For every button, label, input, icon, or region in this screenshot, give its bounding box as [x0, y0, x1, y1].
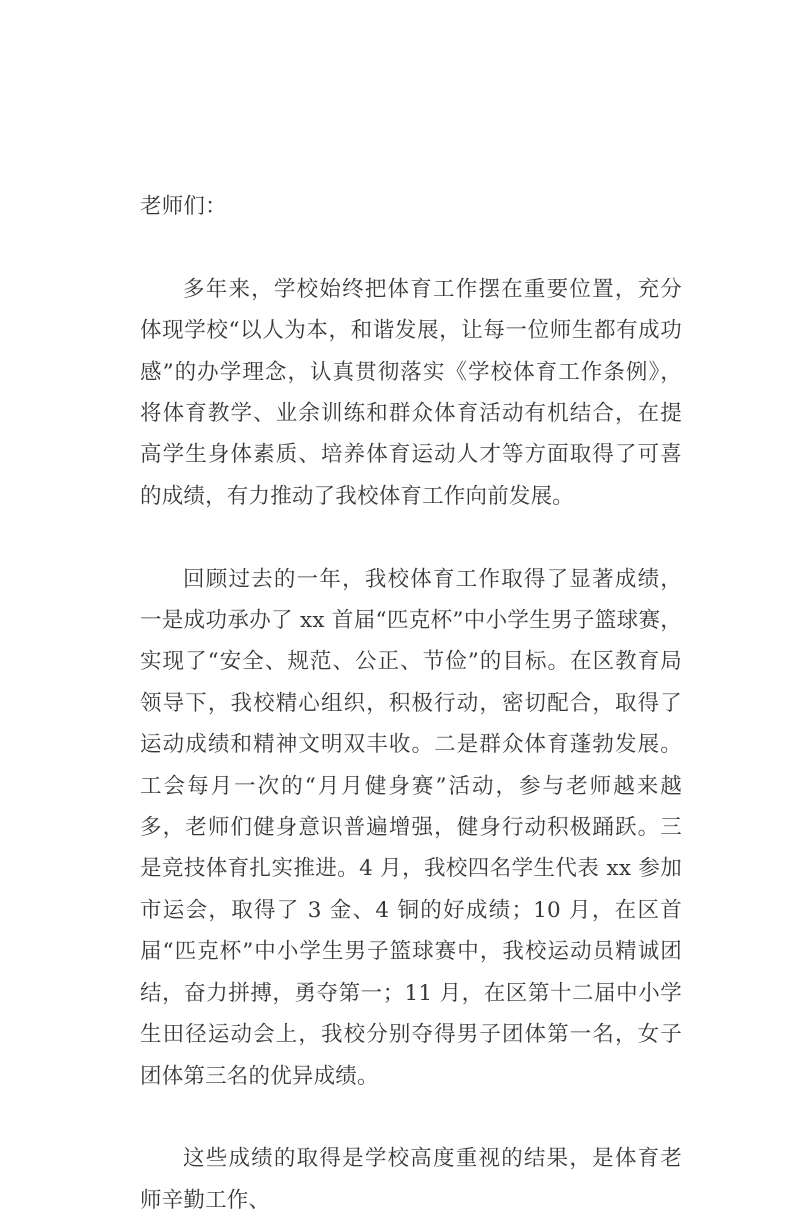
- document-text-body: [140, 186, 682, 1221]
- body-paragraph-3: 这些成绩的取得是学校高度重视的结果，是体育老师辛勤工作、: [140, 1146, 682, 1213]
- body-paragraph-2: 回顾过去的一年，我校体育工作取得了显著成绩，一是成功承办了 xx 首届“匹克杯”中小学生男子篮球赛，实现了“安全、规范、公正、节俭”的目标。在区教育局领导下，我校精心组织，积极行动，密切配合，取得了运动成绩和精神文明双丰收。二是群众体育蓬勃发展。工会每月一次的“月月健身赛”活动，参与老师越来越多，老师们健身意识普遍增强，健身行动积极踊跃。三是竞技体育扎实推进。4 月，我校四名学生代表 xx 参加市运会，取得了 3 金、4 铜的好成绩；10 月，在区首届“匹克杯”中小学生男子篮球赛中，我校运动员精诚团结，奋力拼搏，勇夺第一；11 月，在区第十二届中小学生田径运动会上，我校分别夺得男子团体第一名，女子团体第三名的优异成绩。: [140, 566, 682, 1089]
- body-paragraph-1: 多年来，学校始终把体育工作摆在重要位置，充分体现学校“以人为本，和谐发展，让每一位师生都有成功感”的办学理念，认真贯彻落实《学校体育工作条例》，将体育教学、业余训练和群众体育活动有机结合，在提高学生身体素质、培养体育运动人才等方面取得了可喜的成绩，有力推动了我校体育工作向前发展。: [140, 276, 682, 509]
- salutation-line: 老师们：: [140, 194, 227, 219]
